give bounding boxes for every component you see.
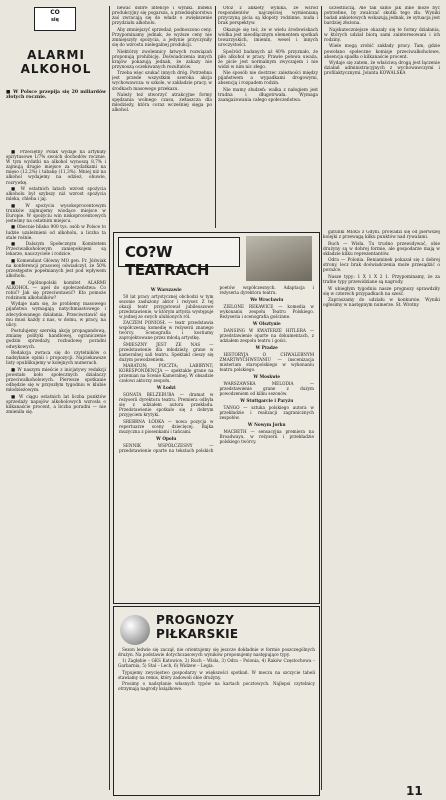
paragraph: ■ Dalszym Społecznym Komitetem Przeciwalkoholowym zaniepokojeni są lekarze, nauczyciele i rodzice. (6, 242, 106, 258)
paragraph: ■ W naszym mieście z inicjatywy redakcji powstało koło społecznych działaczy przeciwalkoholowych. Pierwsze spotkanie odbędzie się w przyszłym tygodniu w klubie młodzieżowym. (6, 367, 106, 394)
paragraph: newać dobre intencje i wyniki. Indeks produkcyjny się pogarsza, a przedsiębiorstwa zaś zwracają się do władz o zwiększenie przydziału alkoholu. (112, 6, 212, 27)
article-deck: ■ W Polsce przepija się 20 miliardów złotych rocznie. (6, 90, 106, 101)
paragraph: Aby zmniejszyć sprzedaż, podnoszono ceny. Przypominamy jednak, że wyższe ceny nie zmniejszyły spożycia, a jedynie przyczyniły się do wzrostu nielegalnej produkcji. (112, 27, 212, 49)
paragraph: Trzeba więc szukać innych dróg. Potrzebna jest przede wszystkim szeroka akcja wychowawcza: w szkole, w zakładzie pracy, w środkach masowego przekazu. (112, 71, 212, 92)
paragraph: Wiele mogą zrobić zakłady pracy. Tam, gdzie powołano społeczne komisje przeciwalkoholowe, absencja spadła o kilkanaście procent. (324, 44, 440, 60)
paragraph: Najskuteczniejsze okazały się te formy działania, w których udział biorą sami zainteresowani i ich rodziny. (324, 27, 440, 43)
theatre-city-heading: W Opolu (156, 435, 177, 441)
paragraph: Sezon ledwie się zaczął, nie orientujemy się jeszcze dokładnie w formie poszczególnych drużyn. Na podstawie dotychczasowych wyników proponujemy następujące typy. (118, 647, 315, 657)
section-logo (34, 7, 76, 31)
prognozy-title-1: PROGNOZY (156, 613, 235, 627)
logo-line-2: się (50, 17, 60, 23)
page-number: 11 (406, 784, 423, 798)
theatre-listings (119, 285, 314, 599)
theatre-city-heading: We Wrocławiu (250, 297, 284, 302)
theatre-city-heading: W Nowym Jorku (247, 422, 286, 427)
theatre-city-heading: W Stuttgarcie i Paryżu (240, 398, 294, 403)
paragraph: ■ Przeciętny Polak wydaje na artykuły spirytusowe 1/7% swoich dochodów rocznie. W tym wydatki na alkohol wynoszą 8,7% i zajmują drugie miejsce za wydatkami na mięso (12,2%) i tabakę (11,3%). Mniej niż na alkohol wydajemy na odzież, obuwie, rozrywkę. (6, 150, 106, 186)
paragraph: Nasze typy: 1 X 1 X 2 1. Przypominamy, że za trafne typy przewidziane są nagrody. (323, 274, 440, 286)
paragraph: ■ Komendant Główny MO gen. Fr. Jóźwiak na konferencji prasowej oświadczył, że 50% przestępstw popełnianych jest pod wpływem alkoholu. (6, 258, 106, 280)
prognozy-text (118, 647, 315, 793)
theatre-listing: HISTORYJA O CHWALEBNYM ZMARTWYCHWSTANIU — inscenizacja misterium staropolskiego w wykonaniu teatru polskiego. (219, 352, 314, 372)
paragraph: ■ Obecnie blisko 900 tys. osób w Polsce to ludzie uzależnieni od alkoholu, a liczba ta stale rośnie. (6, 225, 106, 241)
paragraph: Niektórzy zwolennicy łatwych rozwiązań proponują prohibicję. Doświadczenia innych krajów pokazują jednak, że zakazy nie przynoszą oczekiwanych rezultatów. (112, 49, 212, 70)
paragraph: Redakcja zwraca się do czytelników o nadsyłanie opinii i propozycji. Najciekawsze listy opublikujemy w kolejnych numerach. (6, 350, 106, 367)
paragraph: Nie sposób nie dostrzec zależności między pijaństwem a wypadkami drogowymi, absencją i rozpadem rodzin. (218, 71, 318, 87)
paragraph: Typujemy zwycięstwo gospodarzy w większości spotkań. W meczu na szczycie tabeli stawiamy na remis, który zadowoli obie drużyny. (118, 669, 315, 680)
paragraph: W ubiegłym tygodniu nasze prognozy sprawdziły się w czterech przypadkach na sześć. (323, 286, 440, 297)
paragraph: ■ W ostatnich latach wzrost spożycia alkoholu był szybszy niż wzrost spożycia mleka, chleba i jaj. (6, 187, 106, 203)
paragraph: Wydaje się zatem, że właściwą drogą jest łączenie działań administracyjnych z wychowawczymi i profilaktycznymi. Jolanta KOWALSKA (324, 61, 440, 77)
theatre-listing: SENNIK WSPÓŁCZESNY — przedstawienie oparte na tekstach polskich poetów współczesnych. Adaptacja i reżyseria dyrektora teatru. (119, 285, 314, 453)
theatre-listing: TANGO — sztuka polskiego autora w przekładzie i realizacji zagranicznych zespołów. (219, 405, 314, 420)
theatre-listing: SREBRNA ŁÓDKA — nowa pozycja w repertuarze sceny dziecięcej. Bajka muzyczna z piosenkami i tańcami. (119, 418, 214, 434)
column-1 (6, 150, 106, 790)
theatre-listing: MARATON; POCZTA; LABIRYNT; KORESPONDENCJA — spektakle grane na przemian na Scenie Kameralnej. W obsadzie czołowi aktorzy zespołu. (119, 363, 214, 384)
column-4 (324, 6, 440, 228)
theatre-city-heading: W Olsztynie (252, 321, 281, 326)
theatre-listing: DANSING W KWATERZE HITLERA — przedstawienie oparte na dokumentach, z udziałem zespołu teatru i gości. (219, 328, 314, 343)
paragraph: uczestniczą. Ale tak samo jak inne może być potrzebne, by zwalczać skutki tego zła. Wyniki badań ankietowych wskazują jednak, że sytuacja jest bardziej złożona. (324, 6, 440, 27)
prognozy-box (113, 606, 320, 796)
column-3 (218, 6, 318, 228)
theatre-listing: WARSZAWSKA MELODIA — przedstawienie grane z dużym powodzeniem od kilku sezonów. (219, 381, 314, 396)
paragraph: Otóż z ankiety wynika, że wśród respondentów najczęściej wymienianą przyczyną picia są kłopoty rodzinne, nuda i brak perspektyw. (218, 6, 318, 27)
logo-line-1: CO (50, 9, 60, 16)
theatre-listing: 50 lat pracy artystycznej obchodzi w tym sezonie zasłużony aktor i reżyser. Z tej okazji teatr przygotował jubileuszowe przedstawienie, w którym artysta występuje w jednej ze swych ulubionych ról. (119, 294, 214, 319)
theatre-title: CO?W TEATRACH (125, 243, 209, 279)
paragraph: Postulujemy szeroką akcję propagandową, zmianę polityki handlowej, ograniczenie godzin sprzedaży, rozbudowę poradni odwykowych. (6, 329, 106, 350)
headline-line-2: ALKOHOL (20, 62, 92, 76)
article-headline (6, 48, 106, 76)
theatre-listing: ZACZEM PONIOSŁ — teatr przedstawia współczesną komedię w reżyserii znanego twórcy. Scenografia i kostiumy zaprojektowane przez młodą artystkę. (119, 320, 214, 341)
paragraph: ■ W ciągu ostatnich lat liczba punktów sprzedaży napojów alkoholowych wzrosła o kilkanaście procent, a liczba poradni — nie zmieniła się. (6, 394, 106, 415)
theatre-listing: ŚMIESZNY JEST ZE NAS — przedstawienie dla młodzieży, grane w kameralnej sali teatru. Spektakl cieszy się dużym powodzeniem. (119, 341, 214, 362)
theatre-city-heading: W Pradze (255, 345, 278, 350)
column-rule (215, 6, 216, 228)
column-rule (321, 6, 322, 790)
paragraph: ■ W spożyciu wysokoprocentowym trunków zajmujemy wiodące miejsce w Europie. W spożyciu win niskoprocentowych jesteśmy na ostatnim miejscu. (6, 203, 106, 224)
paragraph: Ruch — Wisła. Tu trudno przewidywać, obie drużyny są w dobrej formie, ale gospodarze mają w składzie kilku reprezentantów. (323, 241, 440, 257)
prognozy-title-2: PIŁKARSKIE (156, 627, 239, 641)
theatre-city-heading: W Warszawie (150, 287, 182, 292)
column-rule (109, 6, 110, 790)
paragraph: Nie mamy złudzeń: walka z nałogiem jest trudna i długotrwała. Wymaga zaangażowania całego społeczeństwa. (218, 87, 318, 104)
column-5 (323, 230, 440, 790)
paragraph: Zapraszamy do udziału w konkursie. Wyniki ogłosimy w następnym numerze. St. Wrotny (323, 298, 440, 309)
paragraph: Okazuje się też, że w wielu środowiskach wódka jest nieodłącznym elementem spotkań towarzyskich, imienin, wesel i innych uroczystości. (218, 27, 318, 49)
headline-line-1: ALARMI (27, 48, 85, 62)
theatre-photo (246, 236, 312, 281)
theatre-box (113, 232, 320, 604)
column-2 (112, 6, 212, 228)
theatre-city-heading: W Moskwie (253, 374, 281, 379)
paragraph: Spośród badanych aż 40% przyznało, że piło alkohol w pracy. Prawie połowa uważa, że picie jest normalnym zwyczajem i nie widzi w nim nic złego. (218, 49, 318, 70)
paragraph: 1) Zagłębie – GKS Katowice, 2) Ruch – Wisła, 3) Odra – Polonia, 4) Raków Częstochowa – Garbarnia, 5) Stal – Lech, 6) Widzew – Legia. (118, 658, 315, 669)
theatre-listing: ZIELONE REKAWICE — komedia w wykonaniu zespołu Teatru Polskiego. Reżyseria i scenografia gościnne. (219, 304, 314, 319)
paragraph: Należy też stworzyć atrakcyjne formy spędzania wolnego czasu, zwłaszcza dla młodzieży, która coraz wcześniej sięga po alkohol. (112, 93, 212, 114)
paragraph: Wydaje nam się, że problemy masowego pijaństwa wymagają natychmiastowego i zdecydowanego działania. Przeciwstawić się mu musi każdy z nas, w domu, w pracy, na ulicy. (6, 302, 106, 328)
paragraph: Odra — Polonia. Beniaminek pokazał się z dobrej strony, lecz brak doświadczenia może przesądzić o porażce. (323, 258, 440, 274)
paragraph: Prosimy o nadsyłanie własnych typów na kartach pocztowych. Najlepsi czytelnicy otrzymają nagrody książkowe. (118, 681, 315, 692)
paragraph: ■ Ogólnopolski komitet ALARMI ALKOHOL — apel do społeczeństwa: Co robić? Jak się przeciwstawić? Kto pomoże rodzinom alkoholików? (6, 280, 106, 301)
football-icon (120, 615, 150, 645)
theatre-title-box (118, 237, 240, 279)
theatre-listing: SONATA BELZEBUBA — dramat w reżyserii dyrektora teatru. Premiera odbyła się z udziałem autora przekładu. Przedstawienie spotkało się z dobrym przyjęciem krytyki. (119, 392, 214, 418)
theatre-listing: MACBETH — sensacyjna premiera na Broadwayu, w reżyserii i przekładzie polskiego twórcy. (219, 429, 314, 444)
paragraph: gatunki MEKS z Gdyni, prowadzi się od pierwszej kolejki z przewagą kilku punktów nad rywalami. (323, 230, 440, 241)
theatre-city-heading: W Łodzi (156, 385, 176, 391)
